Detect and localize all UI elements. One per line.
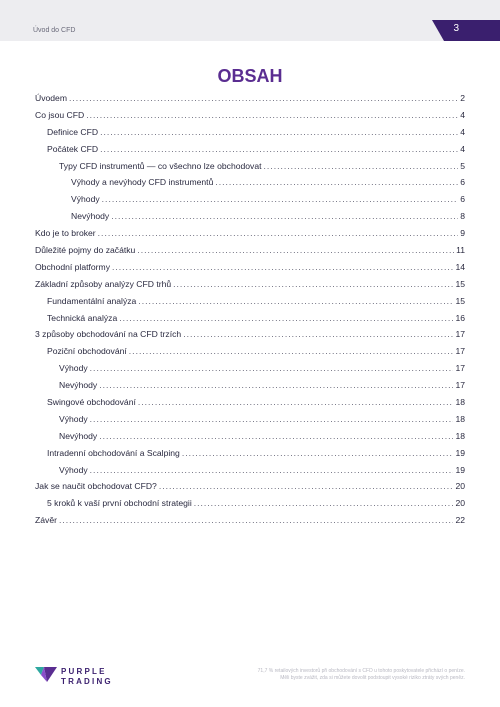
toc-entry-page: 14 [455,261,465,272]
toc-entry-page: 4 [460,143,465,154]
toc-dot-leader [183,326,453,343]
toc-dot-leader [100,141,458,158]
toc-entry[interactable] [35,462,465,479]
toc-entry-page: 2 [460,93,465,103]
toc-dot-leader [137,242,454,259]
toc-entry[interactable] [35,495,465,512]
toc-entry-label: Výhody [59,464,88,475]
toc-entry-label: Technická analýza [47,312,118,323]
toc-entry[interactable] [35,90,465,107]
purple-trading-logo [35,663,155,693]
toc-entry-label: Nevýhody [59,430,98,441]
toc-entry-label: Nevýhody [71,211,110,222]
risk-disclaimer [195,668,465,682]
toc-dot-leader [102,191,459,208]
toc-entry-label: 5 kroků k vaší první obchodní strategii [47,498,192,509]
toc-entry[interactable] [35,377,465,394]
toc-entry[interactable] [35,343,465,360]
toc-entry-page: 18 [455,430,465,441]
toc-entry[interactable] [35,394,465,411]
toc-entry[interactable] [35,208,465,225]
toc-entry[interactable] [35,141,465,158]
toc-dot-leader [69,90,458,107]
toc-entry-label: Základní způsoby analýzy CFD trhů [35,278,172,289]
toc-entry-page: 5 [460,160,465,171]
toc-entry-page: 8 [460,211,465,222]
toc-entry-label: Intradenní obchodování a Scalping [47,447,180,458]
toc-dot-leader [194,495,454,512]
toc-entry-label: Typy CFD instrumentů — co všechno lze obchodovat [59,160,262,171]
toc-entry[interactable] [35,445,465,462]
toc-entry-label: Definice CFD [47,126,99,137]
toc-entry[interactable] [35,360,465,377]
toc-entry[interactable] [35,158,465,175]
page-number-tab [432,20,500,41]
toc-dot-leader [59,512,453,529]
toc-dot-leader [90,411,454,428]
toc-entry-label: Závěr [35,515,57,526]
toc-entry-label: Nevýhody [59,380,98,391]
toc-dot-leader [182,445,454,462]
disclaimer-line-2: Měli byste zvážit, zda si můžete dovolit podstoupit vysoké riziko ztráty svých peněz. [280,675,465,681]
toc-entry[interactable] [35,107,465,124]
toc-entry[interactable] [35,174,465,191]
toc-dot-leader [129,343,454,360]
table-of-contents [35,90,465,529]
toc-dot-leader [138,293,453,310]
toc-entry[interactable] [35,478,465,495]
toc-entry-page: 22 [455,515,465,526]
toc-entry-page: 6 [460,177,465,188]
logo-line-1: PURPLE [61,667,107,676]
toc-entry-label: Výhody a nevýhody CFD instrumentů [71,177,214,188]
toc-entry-label: Fundamentální analýza [47,295,137,306]
toc-entry[interactable] [35,124,465,141]
toc-entry-label: Obchodní platformy [35,261,110,272]
toc-dot-leader [100,124,458,141]
toc-entry[interactable] [35,428,465,445]
toc-entry[interactable] [35,225,465,242]
header-title: Úvod do CFD [33,27,76,34]
toc-entry[interactable] [35,293,465,310]
toc-entry-label: Co jsou CFD [35,109,85,120]
toc-dot-leader [99,428,453,445]
toc-dot-leader [86,107,458,124]
toc-entry-label: Počátek CFD [47,143,99,154]
logo-wordmark [61,667,113,687]
toc-entry-page: 20 [455,498,465,509]
toc-entry-page: 20 [455,481,465,492]
toc-entry-label: Jak se naučit obchodovat CFD? [35,481,157,492]
toc-entry-page: 16 [455,312,465,323]
toc-entry-page: 19 [455,447,465,458]
toc-entry-label: Výhody [59,413,88,424]
toc-entry[interactable] [35,310,465,327]
toc-dot-leader [119,310,453,327]
toc-entry-page: 11 [456,245,465,256]
toc-entry-page: 6 [460,194,465,205]
page-header [0,0,500,41]
toc-entry-label: Poziční obchodování [47,346,127,357]
toc-entry-label: Důležité pojmy do začátku [35,245,136,256]
toc-entry[interactable] [35,512,465,529]
logo-mark-icon [35,665,57,685]
toc-entry-page: 17 [455,380,465,391]
page-title: OBSAH [217,66,283,86]
toc-entry[interactable] [35,242,465,259]
toc-entry[interactable] [35,191,465,208]
toc-entry[interactable] [35,276,465,293]
toc-dot-leader [112,259,453,276]
toc-dot-leader [173,276,453,293]
toc-entry-page: 15 [455,295,465,306]
toc-entry-page: 9 [460,228,465,239]
toc-dot-leader [264,158,459,175]
toc-entry[interactable] [35,259,465,276]
toc-entry-page: 19 [455,464,465,475]
toc-dot-leader [98,225,459,242]
toc-dot-leader [90,462,454,479]
toc-entry-page: 15 [455,278,465,289]
toc-entry-page: 17 [455,363,465,374]
toc-entry-page: 4 [460,126,465,137]
toc-dot-leader [90,360,454,377]
toc-entry[interactable] [35,411,465,428]
toc-entry-page: 17 [455,329,465,340]
logo-line-2: TRADING [61,677,113,686]
toc-dot-leader [111,208,458,225]
toc-entry-label: Kdo je to broker [35,228,96,239]
toc-entry-page: 18 [455,397,465,408]
toc-entry-label: Úvodem [35,93,67,103]
toc-entry[interactable] [35,326,465,343]
page-number: 3 [453,23,459,34]
toc-entry-label: Výhody [71,194,100,205]
toc-entry-label: 3 způsoby obchodování na CFD trzích [35,329,182,340]
disclaimer-line-1: 71,7 % retailových investorů při obchodování s CFD u tohoto poskytovatele přichází o peníze. [257,668,465,674]
toc-entry-label: Swingové obchodování [47,397,136,408]
toc-dot-leader [215,174,458,191]
toc-dot-leader [138,394,454,411]
toc-entry-label: Výhody [59,363,88,374]
toc-entry-page: 18 [455,413,465,424]
toc-entry-page: 4 [460,109,465,120]
toc-dot-leader [99,377,453,394]
toc-dot-leader [159,478,454,495]
toc-entry-page: 17 [455,346,465,357]
